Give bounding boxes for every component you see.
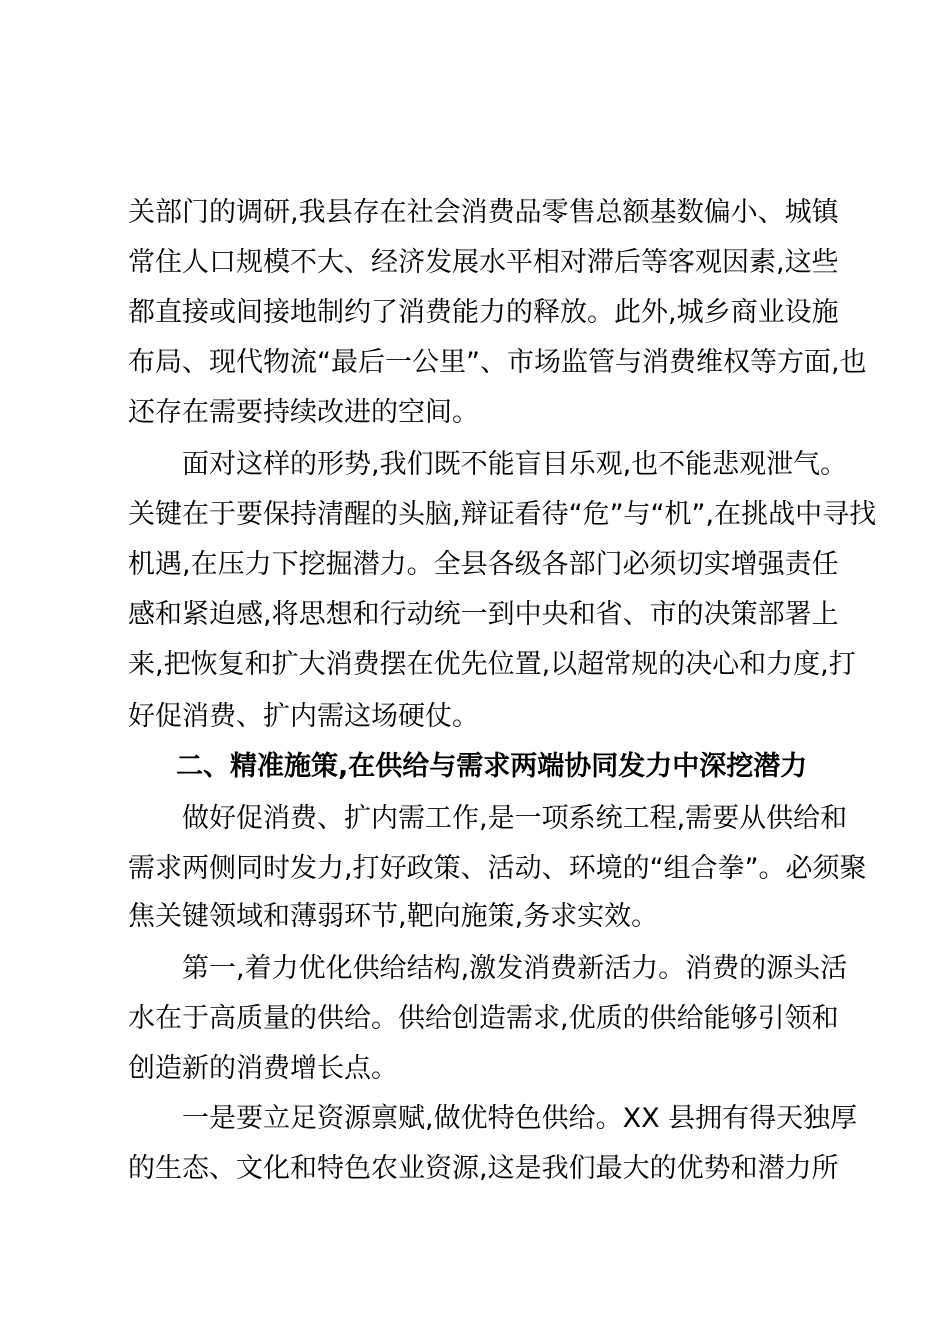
body-text-line: 关部门的调研,我县存在社会消费品零售总额基数偏小、城镇: [128, 197, 839, 228]
body-text-line: 水在于高质量的供给。供给创造需求,优质的供给能够引领和: [128, 1003, 839, 1034]
body-text-line: 创造新的消费增长点。: [128, 1053, 398, 1084]
body-text-line: 机遇,在压力下挖掘潜力。全县各级各部门必须切实增强责任: [128, 549, 839, 580]
paragraph-start-line: 第一,着力优化供给结构,激发消费新活力。消费的源头活: [182, 953, 848, 984]
body-text-line: 都直接或间接地制约了消费能力的释放。此外,城乡商业设施: [128, 297, 839, 328]
body-text-line: 还存在需要持续改进的空间。: [128, 397, 479, 428]
body-text-line: 焦关键领域和薄弱环节,靶向施策,务求实效。: [128, 901, 659, 932]
body-text-line: 好促消费、扩内需这场硬仗。: [128, 701, 479, 732]
body-text-line: 需求两侧同时发力,打好政策、活动、环境的“组合拳”。必须聚: [128, 853, 867, 884]
paragraph-start-line: 一是要立足资源禀赋,做优特色供给。XX 县拥有得天独厚: [182, 1103, 858, 1134]
body-text-line: 的生态、文化和特色农业资源,这是我们最大的优势和潜力所: [128, 1153, 839, 1184]
paragraph-start-line: 面对这样的形势,我们既不能盲目乐观,也不能悲观泄气。: [182, 449, 848, 480]
body-text-line: 常住人口规模不大、经济发展水平相对滞后等客观因素,这些: [128, 247, 839, 278]
body-text-line: 来,把恢复和扩大消费摆在优先位置,以超常规的决心和力度,打: [128, 649, 856, 680]
body-text-line: 布局、现代物流“最后一公里”、市场监管与消费维权等方面,也: [128, 347, 867, 378]
body-text-line: 感和紧迫感,将思想和行动统一到中央和省、市的决策部署上: [128, 599, 839, 630]
paragraph-start-line: 做好促消费、扩内需工作,是一项系统工程,需要从供给和: [182, 803, 848, 834]
body-text-line: 关键在于要保持清醒的头脑,辩证看待“危”与“机”,在挑战中寻找: [128, 499, 877, 530]
section-heading: 二、精准施策,在供给与需求两端协同发力中深挖潜力: [176, 751, 808, 782]
